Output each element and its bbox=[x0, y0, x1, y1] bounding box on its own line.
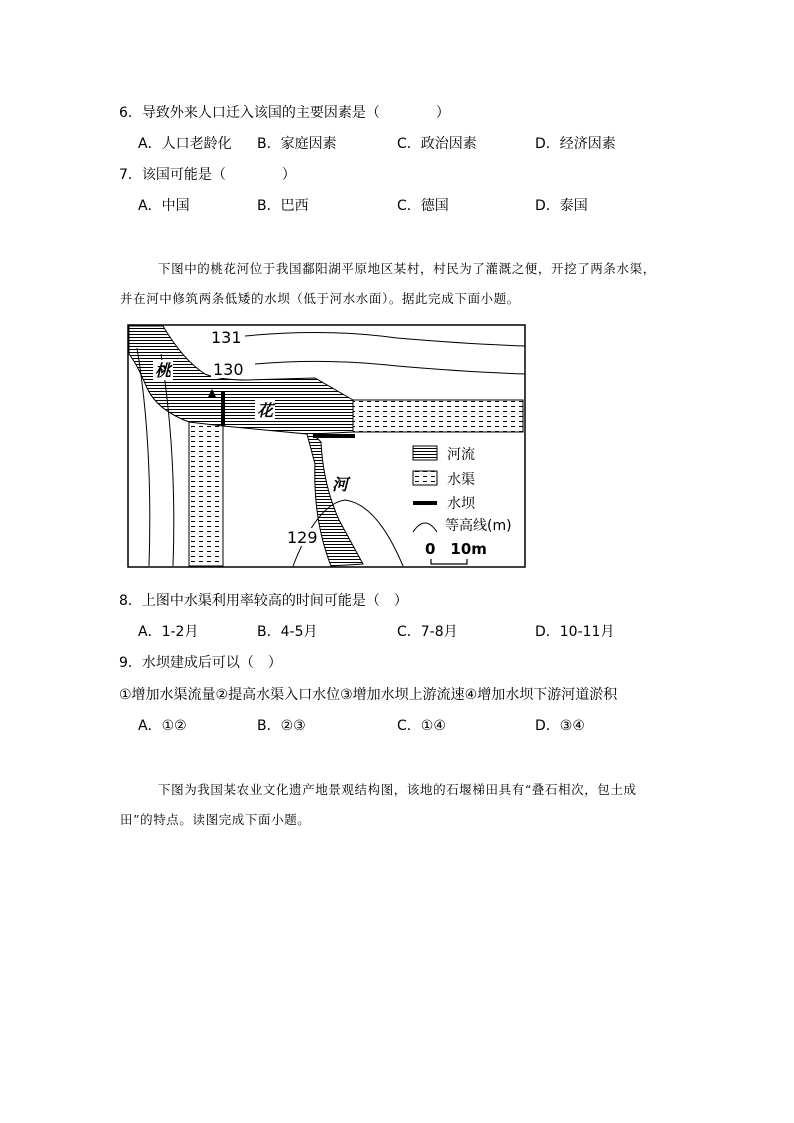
intro-paragraph-1-line-1: 下图中的桃花河位于我国鄱阳湖平原地区某村，村民为了灌溉之便，开挖了两条水渠， bbox=[158, 261, 656, 276]
intro-paragraph-2-line-1: 下图为我国某农业文化遗产地景观结构图，该地的石堰梯田具有“叠石相次，包土成 bbox=[158, 782, 637, 797]
q8-option-a[interactable]: A．1-2月 bbox=[138, 624, 199, 640]
legend-river-label: 河流 bbox=[447, 447, 475, 463]
q6-option-c[interactable]: C．政治因素 bbox=[397, 136, 477, 152]
q6-option-a[interactable]: A．人口老龄化 bbox=[138, 136, 232, 152]
q8-option-b[interactable]: B．4-5月 bbox=[257, 624, 318, 640]
contour-label-130: 130 bbox=[213, 360, 244, 379]
legend-canal-label: 水渠 bbox=[447, 472, 475, 488]
question-9-stem: 9．水坝建成后可以（ ） bbox=[119, 655, 282, 671]
contour-label-129: 129 bbox=[287, 528, 318, 547]
question-6-stem: 6．导致外来人口迁入该国的主要因素是（ ） bbox=[119, 105, 450, 121]
q8-option-d[interactable]: D．10-11月 bbox=[535, 624, 615, 640]
river-contour-map bbox=[127, 324, 527, 570]
q7-option-c[interactable]: C．德国 bbox=[397, 198, 449, 214]
q7-option-b[interactable]: B．巴西 bbox=[257, 198, 309, 214]
canal-left bbox=[189, 420, 223, 566]
q7-option-d[interactable]: D．泰国 bbox=[535, 198, 588, 214]
legend-contour-label: 等高线(m) bbox=[445, 518, 512, 534]
map-legend bbox=[407, 440, 523, 566]
q9-option-a[interactable]: A．①② bbox=[138, 718, 187, 734]
q6-option-b[interactable]: B．家庭因素 bbox=[257, 136, 337, 152]
contour-label-131: 131 bbox=[211, 328, 242, 347]
legend-river-swatch bbox=[413, 446, 437, 460]
q8-option-c[interactable]: C．7-8月 bbox=[397, 624, 458, 640]
q9-option-c[interactable]: C．①④ bbox=[397, 718, 446, 734]
intro-paragraph-1-line-2: 并在河中修筑两条低矮的水坝（低于河水水面）。据此完成下面小题。 bbox=[120, 291, 520, 306]
question-8-stem: 8．上图中水渠利用率较高的时间可能是（ ） bbox=[119, 593, 408, 609]
scale-label: 0 10m bbox=[425, 540, 487, 558]
river-char-he: 河 bbox=[332, 475, 349, 494]
legend-dam-label: 水坝 bbox=[447, 496, 475, 512]
river-char-tao: 桃 bbox=[155, 361, 172, 380]
question-7-stem: 7．该国可能是（ ） bbox=[119, 167, 296, 183]
q7-option-a[interactable]: A．中国 bbox=[138, 198, 190, 214]
q6-option-d[interactable]: D．经济因素 bbox=[535, 136, 616, 152]
river-char-hua: 花 bbox=[257, 401, 274, 420]
q9-option-d[interactable]: D．③④ bbox=[535, 718, 585, 734]
intro-paragraph-2-line-2: 田”的特点。读图完成下面小题。 bbox=[120, 812, 311, 827]
q9-option-b[interactable]: B．②③ bbox=[257, 718, 306, 734]
question-9-statements: ①增加水渠流量②提高水渠入口水位③增加水坝上游流速④增加水坝下游河道淤积 bbox=[119, 687, 618, 703]
legend-canal-swatch bbox=[413, 471, 437, 485]
